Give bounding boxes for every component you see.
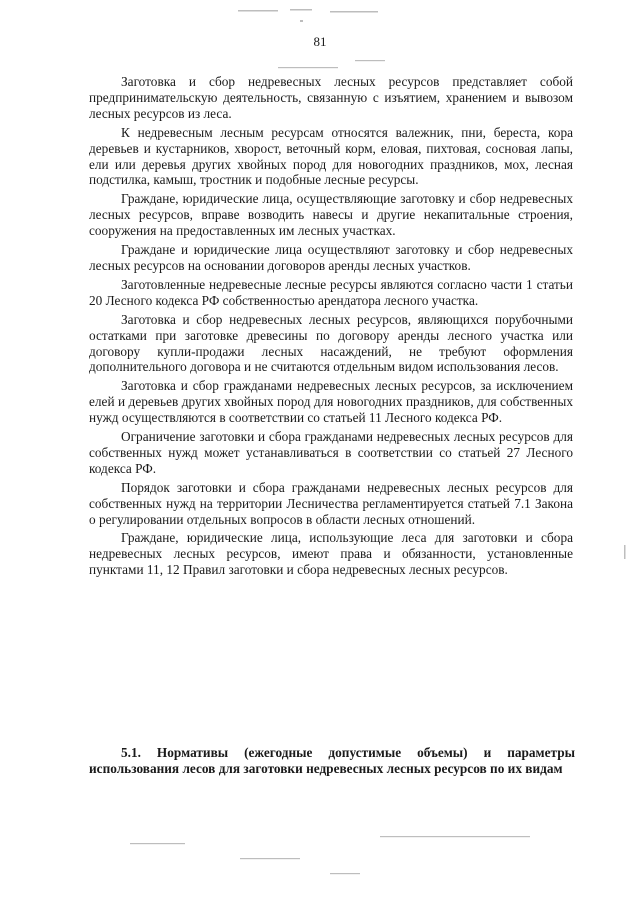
paragraph-5: Заготовленные недревесные лесные ресурсы являются согласно части 1 статьи 20 Лесного кодекса РФ собственностью арендатора лесного участка.: [89, 276, 573, 308]
paragraph-2: К недревесным лесным ресурсам относятся валежник, пни, береста, кора деревьев и кустарников, хворост, веточный корм, еловая, пихтовая, сосновая лапы, ели или деревья других хвойных пород для новогодних праздников, мох, лесная подстилка, камыш, тростник и подобные лесные ресурсы.: [89, 124, 573, 188]
paragraph-8: Ограничение заготовки и сбора гражданами недревесных лесных ресурсов для собственных нужд может устанавливаться в соответствии со статьей 27 Лесного кодекса РФ.: [89, 429, 573, 476]
paragraph-3: Граждане, юридические лица, осуществляющие заготовку и сбор недревесных лесных ресурсов, вправе возводить навесы и другие некапитальные строения, сооружения на предоставленных им лесных участках.: [89, 191, 573, 239]
section-heading: 5.1. Нормативы (ежегодные допустимые объемы) и параметры использования лесов для заготовки недревесных лесных ресурсов по их видам: [89, 745, 575, 776]
paragraph-6: Заготовка и сбор недревесных лесных ресурсов, являющихся порубочными остатками при заготовке древесины по договору аренды лесного участка или договору купли-продажи лесных насаждений, не требуют оформления дополнительного договора и не считаются отдельным видом использования лесов.: [89, 311, 573, 375]
paragraph-9: Порядок заготовки и сбора гражданами недревесных лесных ресурсов для собственных нужд на территории Лесничества регламентируется статьей 7.1 Закона о регулировании отдельных вопросов в области лесных отношений.: [89, 479, 573, 527]
paragraph-7: Заготовка и сбор гражданами недревесных лесных ресурсов, за исключением елей и деревьев других хвойных пород для новогодних праздников, для собственных нужд осуществляются в соответствии со статьей 11 Лесного кодекса РФ.: [89, 378, 573, 426]
paragraph-4: Граждане и юридические лица осуществляют заготовку и сбор недревесных лесных ресурсов на основании договоров аренды лесных участков.: [89, 242, 573, 273]
body-text: [89, 74, 573, 581]
paragraph-10: Граждане, юридические лица, использующие леса для заготовки и сбора недревесных лесных ресурсов, имеют права и обязанности, установленные пунктами 11, 12 Правил заготовки и сбора недревесных лесных ресурсов.: [89, 530, 573, 578]
paragraph-1: Заготовка и сбор недревесных лесных ресурсов представляет собой предпринимательскую деятельность, связанную с изъятием, хранением и вывозом лесных ресурсов из леса.: [89, 74, 573, 121]
page-number: 81: [313, 34, 327, 49]
